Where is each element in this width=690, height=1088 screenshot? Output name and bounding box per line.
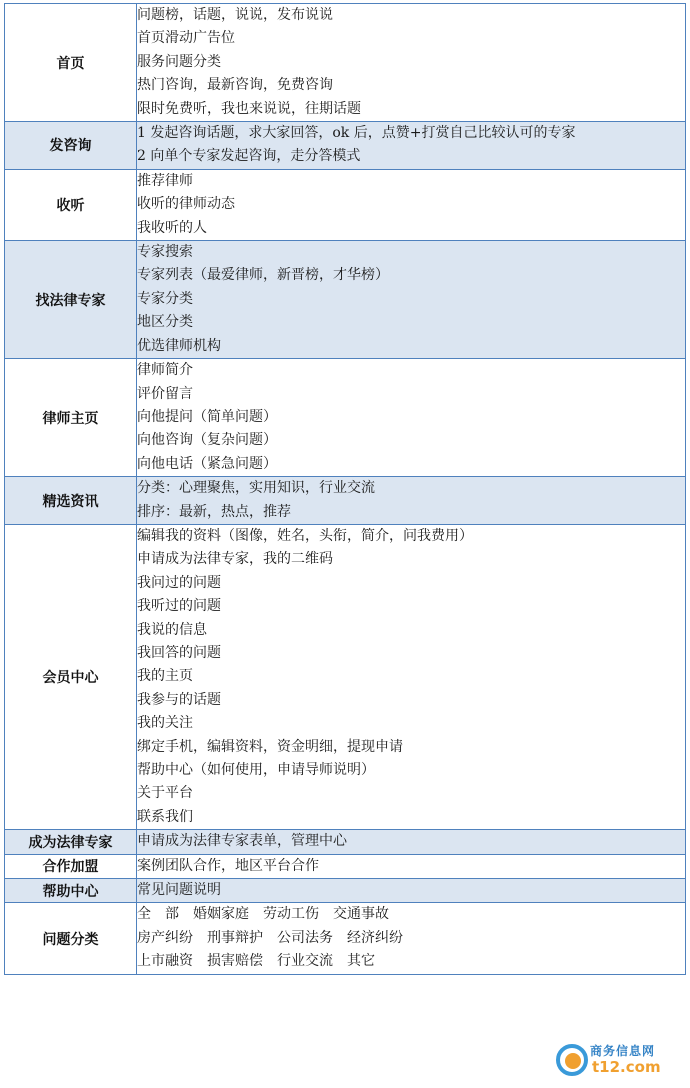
- watermark-bottom-text: t12.com: [592, 1058, 661, 1076]
- content-line: 专家分类: [137, 290, 193, 307]
- content-line: 联系我们: [137, 808, 193, 825]
- row-content: [137, 477, 686, 525]
- row-label: 律师主页: [5, 359, 137, 477]
- row-content: [137, 241, 686, 359]
- row-label: 发咨询: [5, 122, 137, 170]
- table-row: [5, 477, 686, 525]
- content-line: 我问过的问题: [137, 574, 221, 591]
- content-line: 常见问题说明: [137, 882, 221, 899]
- content-line: 向他咨询（复杂问题）: [137, 432, 277, 449]
- content-line: 我收听的人: [137, 219, 207, 236]
- content-line: 我参与的话题: [137, 691, 221, 708]
- row-label: 会员中心: [5, 524, 137, 829]
- watermark-top-text: 商务信息网: [590, 1044, 656, 1058]
- content-line: 1 发起咨询话题，求大家回答，ok 后，点赞+打赏自己比较认可的专家: [137, 125, 576, 142]
- row-content: [137, 169, 686, 240]
- content-line: 专家列表（最爱律师，新晋榜，才华榜）: [137, 267, 389, 284]
- table-row: [5, 241, 686, 359]
- content-line: 评价留言: [137, 385, 193, 402]
- content-line: 收听的律师动态: [137, 196, 235, 213]
- content-line: 全 部 婚姻家庭 劳动工伤 交通事故: [137, 906, 389, 923]
- content-line: 我的关注: [137, 715, 193, 732]
- row-label: 精选资讯: [5, 477, 137, 525]
- row-label: 帮助中心: [5, 879, 137, 903]
- watermark-logo: [556, 1040, 682, 1082]
- row-content: [137, 854, 686, 878]
- table-row: [5, 854, 686, 878]
- table-row: [5, 524, 686, 829]
- table-row: [5, 879, 686, 903]
- content-line: 首页滑动广告位: [137, 30, 235, 47]
- content-line: 帮助中心（如何使用，申请导师说明）: [137, 762, 375, 778]
- logo-dot-icon: [565, 1053, 581, 1069]
- content-line: 申请成为法律专家，我的二维码: [137, 551, 333, 568]
- row-content: [137, 903, 686, 974]
- content-line: 关于平台: [137, 785, 193, 802]
- row-content: [137, 524, 686, 829]
- row-content: [137, 4, 686, 122]
- content-line: 向他电话（紧急问题）: [137, 455, 277, 472]
- content-line: 优选律师机构: [137, 337, 221, 354]
- content-line: 分类：心理聚焦，实用知识，行业交流: [137, 480, 375, 497]
- row-label: 合作加盟: [5, 854, 137, 878]
- content-line: 服务问题分类: [137, 53, 221, 70]
- content-line: 2 向单个专家发起咨询，走分答模式: [137, 148, 361, 165]
- row-label: 找法律专家: [5, 241, 137, 359]
- content-line: 地区分类: [137, 314, 193, 331]
- table-row: [5, 169, 686, 240]
- content-line: 绑定手机，编辑资料，资金明细，提现申请: [137, 738, 403, 755]
- row-label: 首页: [5, 4, 137, 122]
- row-content: [137, 359, 686, 477]
- content-line: 我听过的问题: [137, 598, 221, 615]
- content-line: 专家搜索: [137, 244, 193, 261]
- table-row: [5, 903, 686, 974]
- content-line: 我回答的问题: [137, 644, 221, 661]
- content-line: 律师简介: [137, 362, 193, 379]
- feature-spec-table: [4, 3, 686, 975]
- content-line: 向他提问（简单问题）: [137, 408, 277, 425]
- content-line: 我的主页: [137, 668, 193, 685]
- content-line: 推荐律师: [137, 172, 193, 189]
- row-label: 成为法律专家: [5, 830, 137, 854]
- content-line: 上市融资 损害赔偿 行业交流 其它: [137, 953, 375, 970]
- content-line: 编辑我的资料（图像，姓名，头衔，简介，问我费用）: [137, 527, 473, 544]
- table-row: [5, 830, 686, 854]
- content-line: 案例团队合作，地区平台合作: [137, 857, 319, 874]
- row-content: [137, 830, 686, 854]
- content-line: 我说的信息: [137, 621, 207, 638]
- content-line: 申请成为法律专家表单，管理中心: [137, 833, 347, 850]
- content-line: 限时免费听，我也来说说，往期话题: [137, 100, 361, 117]
- row-content: [137, 879, 686, 903]
- content-line: 排序：最新，热点，推荐: [137, 503, 291, 520]
- table-row: [5, 4, 686, 122]
- row-content: [137, 122, 686, 170]
- content-line: 热门咨询，最新咨询，免费咨询: [137, 77, 333, 94]
- row-label: 问题分类: [5, 903, 137, 974]
- row-label: 收听: [5, 169, 137, 240]
- table-row: [5, 359, 686, 477]
- table-row: [5, 122, 686, 170]
- content-line: 房产纠纷 刑事辩护 公司法务 经济纠纷: [137, 929, 403, 946]
- content-line: 问题榜，话题，说说，发布说说: [137, 7, 333, 23]
